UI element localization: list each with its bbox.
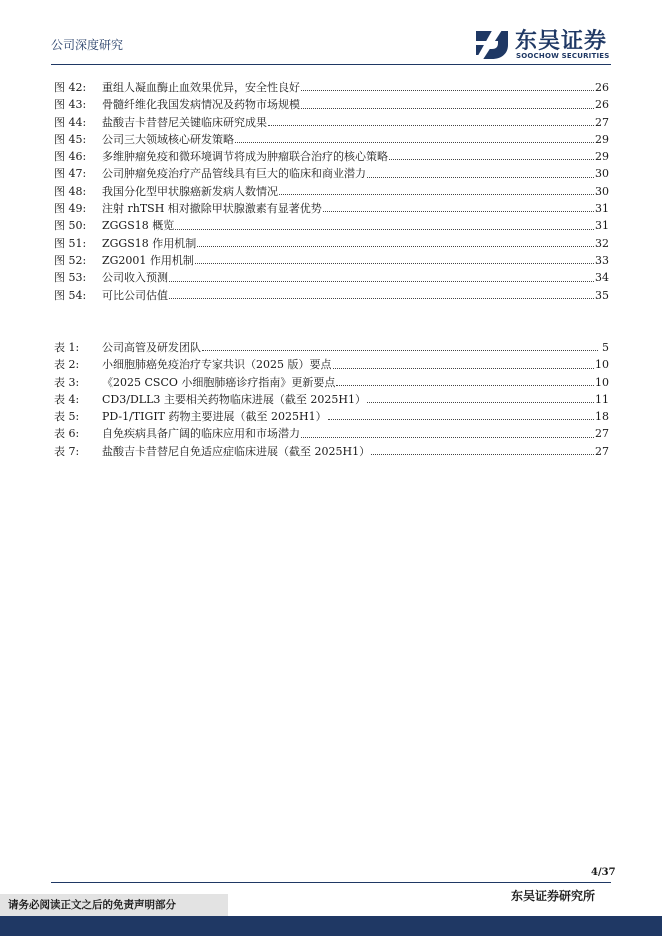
toc-entry-number: 图 45: — [54, 132, 87, 146]
toc-entry-page: 26 — [595, 98, 609, 112]
toc-entry-title: 注射 rhTSH 相对撤除甲状腺激素有显著优势 — [102, 202, 322, 216]
toc-entry-page: 10 — [595, 375, 609, 389]
toc-entry-title: PD-1/TIGIT 药物主要进展（截至 2025H1） — [102, 410, 327, 424]
toc-entry-number: 图 54: — [54, 288, 87, 302]
toc-entry-title: 多维肿瘤免疫和微环境调节将成为肿瘤联合治疗的核心策略 — [102, 150, 388, 164]
toc-leader-dots — [328, 419, 594, 420]
toc-entry-title: 盐酸吉卡昔替尼关键临床研究成果 — [102, 115, 267, 129]
toc-entry-number: 图 43: — [54, 98, 87, 112]
toc-entry-number: 表 4: — [54, 392, 80, 406]
toc-entry-number: 图 51: — [54, 236, 87, 250]
toc-leader-dots — [197, 246, 594, 247]
tables-toc — [54, 339, 609, 460]
toc-entry-title: 盐酸吉卡昔替尼自免适应症临床进展（截至 2025H1） — [102, 444, 371, 458]
toc-entry-title: 可比公司估值 — [102, 288, 168, 302]
toc-entry-number: 图 52: — [54, 253, 87, 267]
toc-entry[interactable] — [54, 96, 609, 113]
toc-entry-title: 公司肿瘤免疫治疗产品管线具有巨大的临床和商业潜力 — [102, 167, 366, 181]
toc-entry-title: 公司收入预测 — [102, 271, 168, 285]
footer-bar — [0, 916, 662, 936]
toc-leader-dots — [202, 350, 598, 351]
toc-entry[interactable] — [54, 408, 609, 425]
toc-entry-title: 我国分化型甲状腺癌新发病人数情况 — [102, 184, 278, 198]
toc-entry-title: 《2025 CSCO 小细胞肺癌诊疗指南》更新要点 — [102, 375, 336, 389]
toc-entry-title: 自免疾病具备广阔的临床应用和市场潜力 — [102, 427, 300, 441]
toc-entry[interactable] — [54, 114, 609, 131]
toc-entry[interactable] — [54, 79, 609, 96]
company-logo — [473, 23, 618, 63]
toc-entry-number: 图 49: — [54, 202, 87, 216]
toc-entry-title: 小细胞肺癌免疫治疗专家共识（2025 版）要点 — [102, 358, 332, 372]
toc-entry-number: 表 2: — [54, 358, 80, 372]
toc-entry[interactable] — [54, 217, 609, 234]
toc-entry-page: 33 — [595, 253, 609, 267]
toc-entry-title: 公司三大领域核心研发策略 — [102, 132, 234, 146]
toc-leader-dots — [333, 368, 595, 369]
footer-divider — [51, 882, 611, 883]
toc-entry-page: 34 — [595, 271, 609, 285]
toc-leader-dots — [301, 90, 594, 91]
toc-leader-dots — [301, 437, 594, 438]
toc-entry-title: 公司高管及研发团队 — [102, 341, 201, 354]
toc-entry-number: 图 48: — [54, 184, 87, 198]
toc-entry-page: 11 — [595, 392, 609, 406]
toc-entry-page: 29 — [595, 132, 609, 146]
toc-leader-dots — [367, 177, 594, 178]
toc-entry[interactable] — [54, 235, 609, 252]
toc-entry-number: 图 46: — [54, 150, 87, 164]
toc-entry-number: 图 50: — [54, 219, 87, 233]
toc-leader-dots — [389, 159, 594, 160]
toc-entry[interactable] — [54, 183, 609, 200]
toc-entry-number: 表 1: — [54, 341, 80, 354]
logo-chinese-text: 东吴证券 — [515, 29, 608, 54]
toc-leader-dots — [301, 108, 594, 109]
toc-entry-number: 图 42: — [54, 81, 87, 94]
toc-entry[interactable] — [54, 252, 609, 269]
toc-entry-page: 27 — [595, 444, 609, 458]
toc-entry[interactable] — [54, 148, 609, 165]
toc-leader-dots — [336, 385, 594, 386]
header-divider — [51, 64, 611, 65]
toc-entry[interactable] — [54, 425, 609, 442]
figures-toc — [54, 79, 609, 304]
section-label: 公司深度研究 — [51, 38, 124, 52]
toc-entry-title: ZGGS18 概览 — [102, 219, 175, 233]
toc-entry[interactable] — [54, 287, 609, 304]
toc-entry-number: 表 6: — [54, 427, 80, 441]
toc-entry-number: 表 5: — [54, 410, 80, 424]
toc-leader-dots — [175, 229, 594, 230]
toc-entry-page: 29 — [595, 150, 609, 164]
toc-entry-page: 30 — [595, 184, 609, 198]
toc-entry-number: 图 44: — [54, 115, 87, 129]
page-number: 4/37 — [591, 867, 616, 878]
toc-entry-page: 18 — [595, 410, 609, 424]
toc-leader-dots — [279, 194, 594, 195]
toc-entry-page: 5 — [602, 341, 609, 354]
toc-leader-dots — [268, 125, 594, 126]
toc-entry[interactable] — [54, 339, 609, 356]
toc-entry-number: 图 47: — [54, 167, 87, 181]
toc-entry-title: CD3/DLL3 主要相关药物临床进展（截至 2025H1） — [102, 392, 366, 406]
logo-english-text: SOOCHOW SECURITIES — [516, 52, 610, 60]
toc-entry-page: 31 — [595, 219, 609, 233]
toc-entry-page: 10 — [595, 358, 609, 372]
toc-entry-page: 27 — [595, 427, 609, 441]
toc-entry-number: 表 7: — [54, 444, 80, 458]
toc-entry[interactable] — [54, 374, 609, 391]
footer-institute: 东吴证券研究所 — [511, 889, 596, 903]
toc-entry[interactable] — [54, 131, 609, 148]
toc-leader-dots — [371, 454, 594, 455]
toc-entry-page: 27 — [595, 115, 609, 129]
toc-entry-page: 26 — [595, 81, 609, 94]
toc-entry[interactable] — [54, 269, 609, 286]
toc-entry-page: 30 — [595, 167, 609, 181]
toc-entry[interactable] — [54, 165, 609, 182]
toc-leader-dots — [169, 298, 594, 299]
toc-leader-dots — [235, 142, 594, 143]
toc-leader-dots — [195, 263, 594, 264]
toc-entry-title: 重组人凝血酶止血效果优异，安全性良好 — [102, 81, 300, 94]
toc-entry-page: 32 — [595, 236, 609, 250]
toc-entry[interactable] — [54, 443, 609, 460]
toc-entry[interactable] — [54, 356, 609, 373]
toc-entry-title: ZGGS18 作用机制 — [102, 236, 197, 250]
toc-entry-page: 35 — [595, 288, 609, 302]
toc-entry-number: 图 53: — [54, 271, 87, 285]
toc-leader-dots — [367, 402, 594, 403]
toc-entry-number: 表 3: — [54, 375, 80, 389]
toc-leader-dots — [323, 211, 594, 212]
toc-entry-page: 31 — [595, 202, 609, 216]
soochow-logo-icon — [473, 24, 511, 62]
toc-entry-title: 骨髓纤维化我国发病情况及药物市场规模 — [102, 98, 300, 112]
toc-entry[interactable] — [54, 200, 609, 217]
toc-leader-dots — [169, 281, 594, 282]
disclaimer-notice: 请务必阅读正文之后的免责声明部分 — [0, 894, 228, 916]
toc-entry-title: ZG2001 作用机制 — [102, 253, 194, 267]
toc-entry[interactable] — [54, 391, 609, 408]
